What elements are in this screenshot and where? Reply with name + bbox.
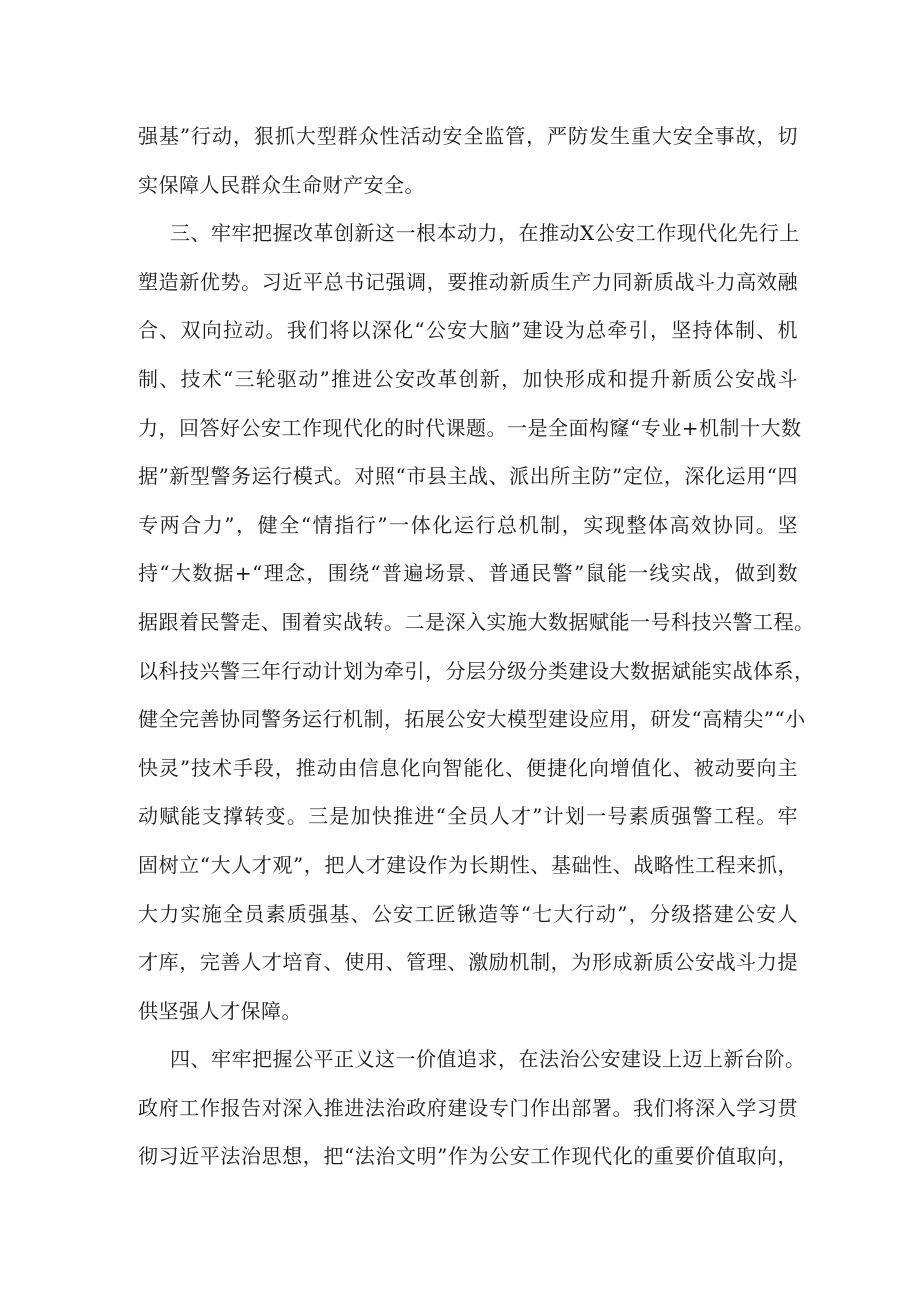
text-line: 才库，完善人才培育、使用、管理、激励机制，为形成新质公安战斗力提	[138, 950, 798, 975]
text-line: 据”新型警务运行模式。对照“市县主战、派出所主防”定位，深化运用“四	[138, 464, 798, 489]
text-line: 固树立“大人才观”，把人才建设作为长期性、基础性、战略性工程来抓，	[138, 852, 798, 877]
text-line: 合、双向拉动。我们将以深化“公安大脑”建设为总牵引，坚持体制、机	[138, 318, 798, 343]
text-line: 快灵”技术手段，推动由信息化向智能化、便捷化向增值化、被动要向主	[138, 755, 798, 780]
text-line: 彻习近平法治思想，把“法治文明”作为公安工作现代化的重要价值取向，	[138, 1144, 798, 1169]
text-line: 以科技兴警三年行动计划为牵引，分层分级分类建设大数据斌能实战体系，	[138, 658, 815, 683]
text-line: 大力实施全员素质强基、公安工匠锹造等“七大行动”，分级搭建公安人	[138, 901, 798, 926]
text-line: 据跟着民警走、围着实战转。二是深入实施大数据赋能一号科技兴警工程。	[138, 609, 815, 634]
text-line: 三、牢牢把握改革创新这一根本动力，在推动X公安工作现代化先行上	[170, 221, 800, 246]
text-line: 供坚强人才保障。	[138, 998, 302, 1023]
text-line: 动赋能支撑转变。三是加快推进“全员人才”计划一号素质强警工程。牢	[138, 804, 798, 829]
document-body	[138, 112, 815, 1181]
text-line: 强基”行动，狠抓大型群众性活动安全监管，严防发生重大安全事故，切	[138, 124, 798, 148]
text-line: 专两合力”，健全“情指行”一体化运行总机制，实现整体高效协同。坚	[138, 512, 798, 537]
text-line: 健全完善协同警务运行机制，拓展公安大模型建设应用，研发“高精尖”“小	[138, 707, 806, 732]
text-line: 实保障人民群众生命财产安全。	[138, 172, 425, 197]
text-line: 政府工作报告对深入推进法治政府建设专门作出部署。我们将深入学习贯	[138, 1095, 798, 1120]
text-line: 四、牢牢把握公平正义这一价值追求，在法治公安建设上迈上新台阶。	[170, 1047, 806, 1072]
text-line: 制、技术“三轮驱动”推进公安改革创新，加快形成和提升新质公安战斗	[138, 366, 798, 391]
text-line: 塑造新优势。习近平总书记强调，要推动新质生产力同新质战斗力高效融	[138, 269, 798, 294]
text-line: 力，回答好公安工作现代化的时代课题。一是全面构窿“专业+机制十大数	[138, 415, 802, 440]
text-line: 持“大数据+“理念，围绕“普遍场景、普通民警”鼠能一线实战，做到数	[138, 561, 798, 586]
